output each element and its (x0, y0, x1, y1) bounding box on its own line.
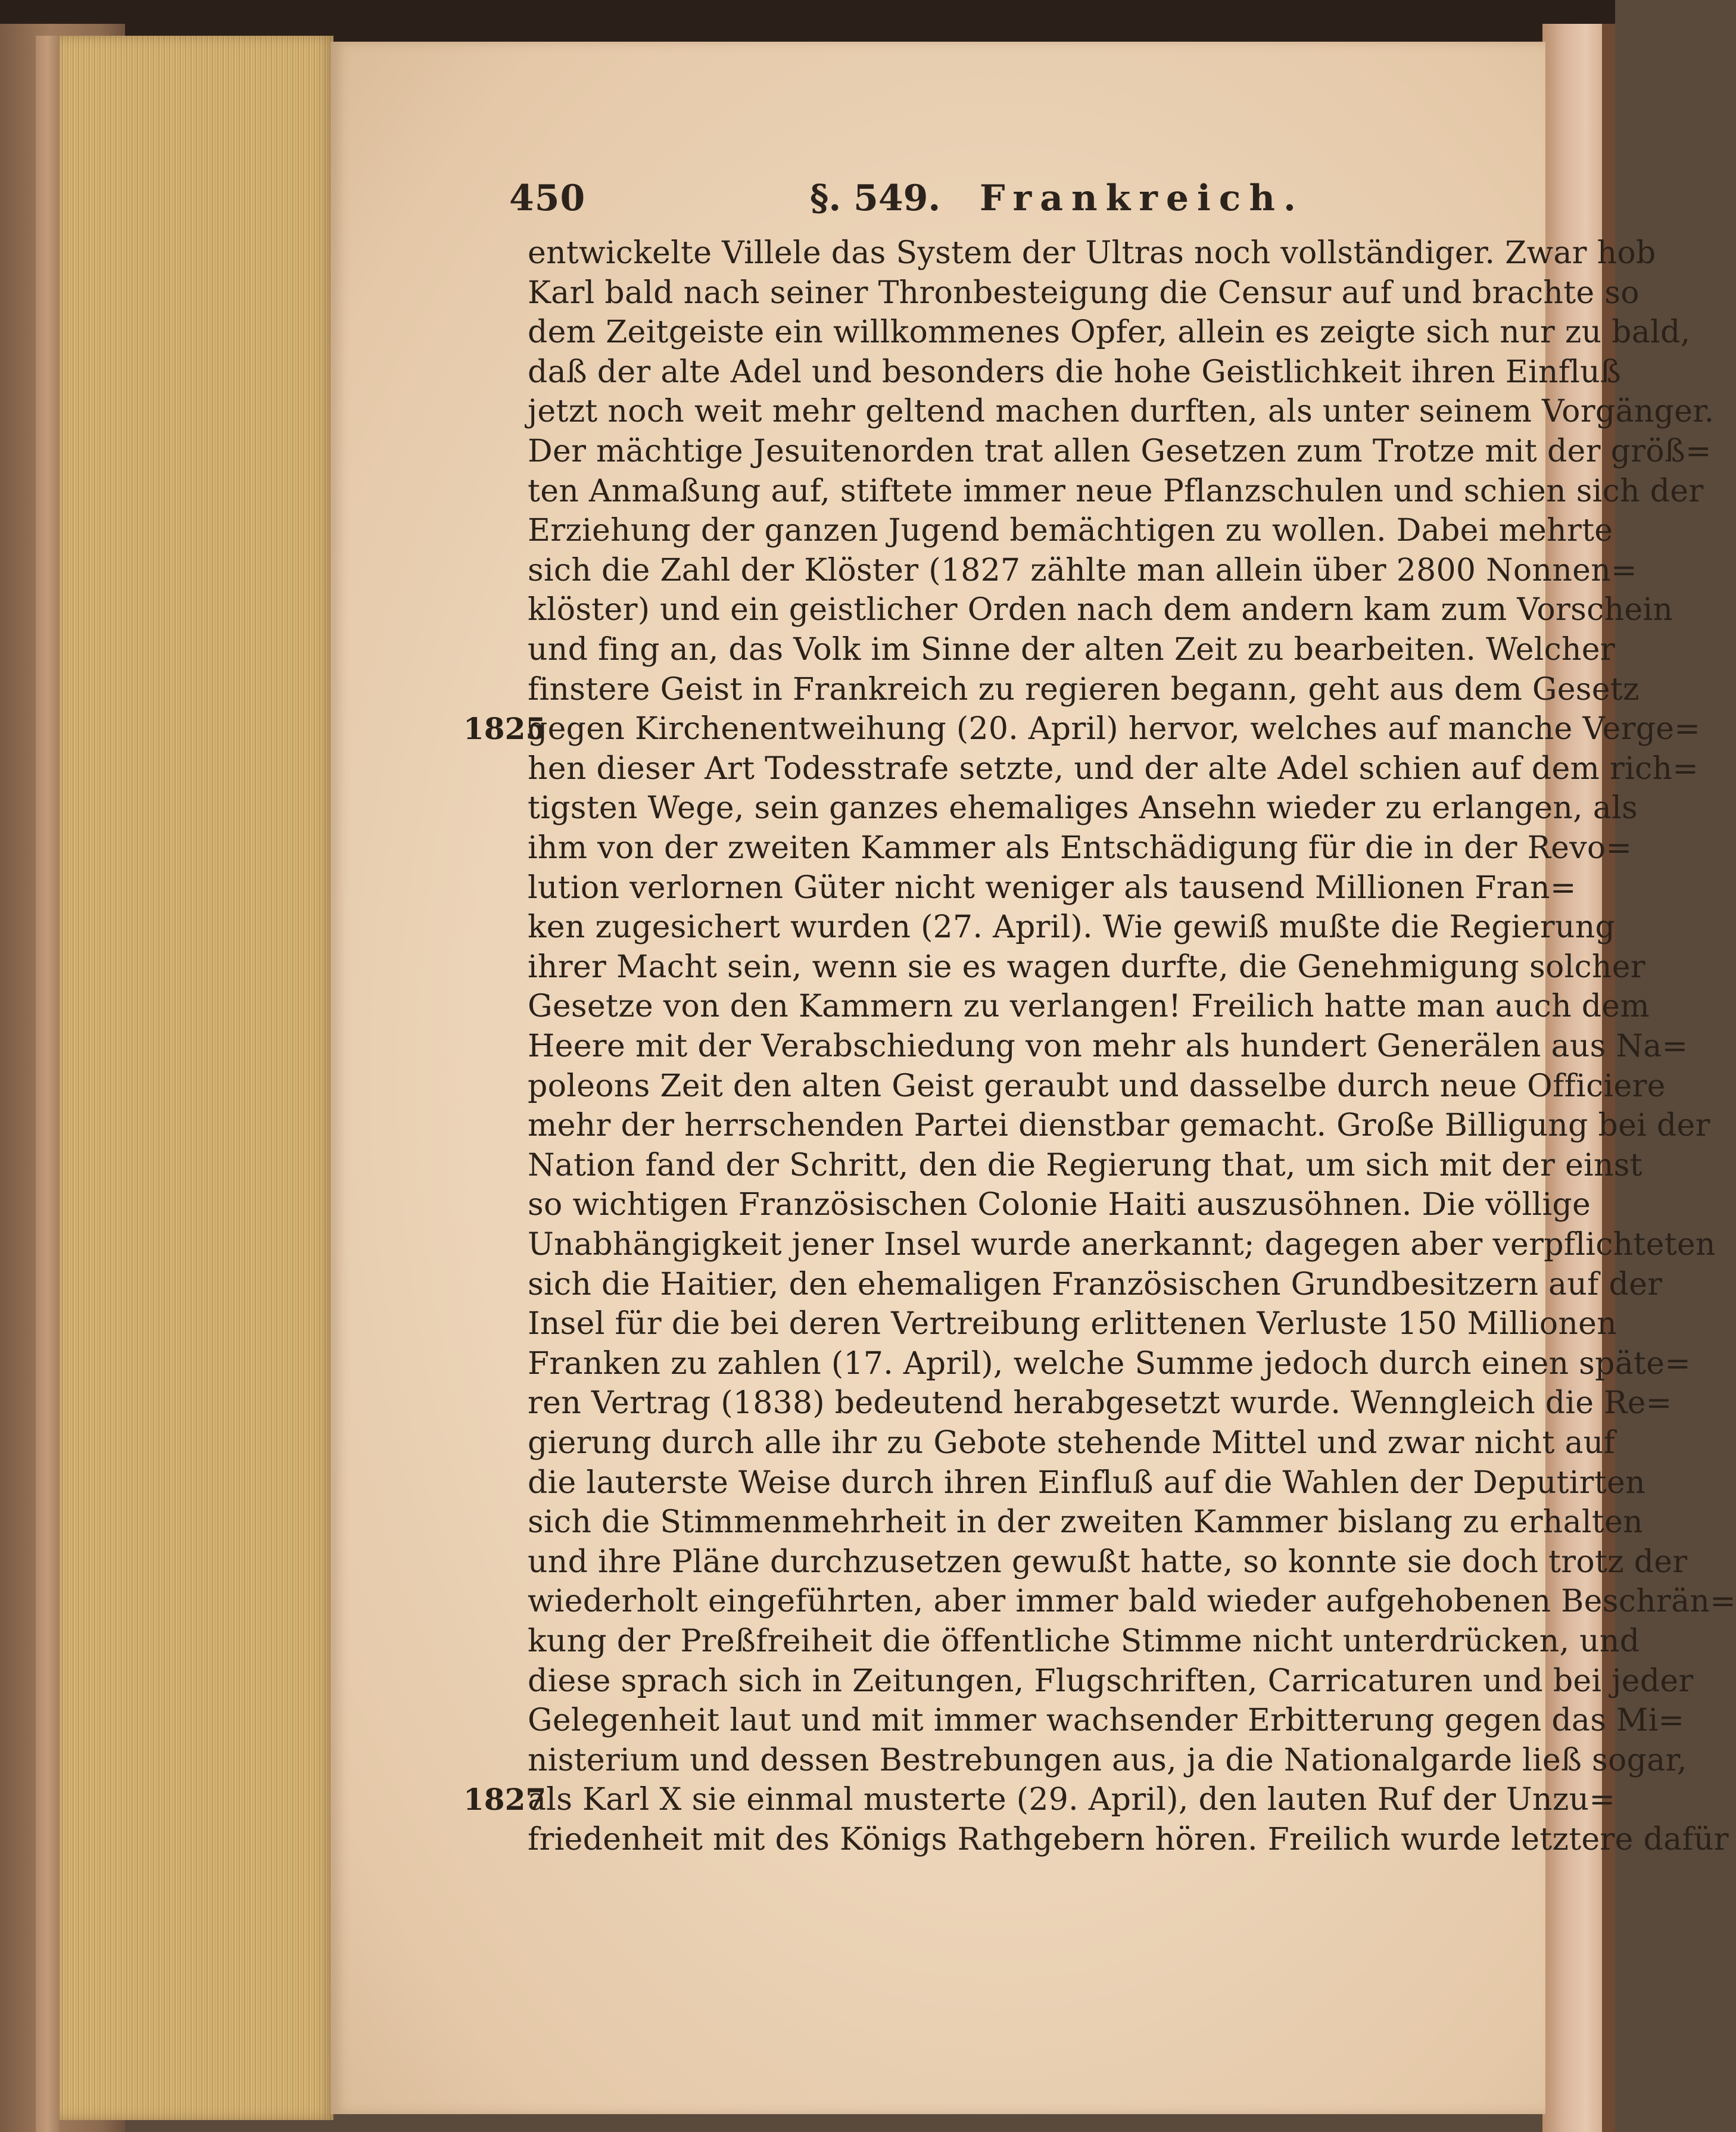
margin-year: 1827 (463, 1782, 547, 1818)
text-line: lution verlornen Güter nicht weniger als tausend Millionen Fran= (528, 869, 1576, 906)
text-line: Der mächtige Jesuitenorden trat allen Gesetzen zum Trotze mit der größ= (528, 434, 1712, 469)
text-line: ten Anmaßung auf, stiftete immer neue Pflanzschulen und schien sich der (528, 473, 1704, 509)
text-line: diese sprach sich in Zeitungen, Flugschriften, Carricaturen und bei jeder (528, 1663, 1694, 1699)
text-line: sich die Zahl der Klöster (1827 zählte man allein über 2800 Nonnen= (528, 552, 1637, 588)
text-line: sich die Stimmenmehrheit in der zweiten Kammer bislang zu erhalten (528, 1504, 1643, 1541)
text-line: Nation fand der Schritt, den die Regierung that, um sich mit der einst (528, 1147, 1643, 1183)
text-line: poleons Zeit den alten Geist geraubt und dasselbe durch neue Officiere (528, 1068, 1666, 1104)
text-line: finstere Geist in Frankreich zu regieren begann, geht aus dem Gesetz (528, 671, 1640, 707)
text-line: sich die Haitier, den ehemaligen Französischen Grundbesitzern auf der (528, 1266, 1663, 1302)
text-line: gegen Kirchenentweihung (20. April) hervor, welches auf manche Verge= (528, 711, 1701, 747)
text-line: ihrer Macht sein, wenn sie es wagen durfte, die Genehmigung solcher (528, 949, 1645, 985)
text-line: Unabhängigkeit jener Insel wurde anerkannt; dagegen aber verpflichteten (528, 1227, 1716, 1263)
text-line: daß der alte Adel und besonders die hohe Geistlichkeit ihren Einfluß (528, 354, 1621, 390)
text-line: ren Vertrag (1838) bedeutend herabgesetzt wurde. Wenngleich die Re= (528, 1385, 1672, 1422)
text-line: mehr der herrschenden Partei dienstbar gemacht. Große Billigung bei der (528, 1108, 1710, 1144)
text-line: gierung durch alle ihr zu Gebote stehende Mittel und zwar nicht auf (528, 1425, 1616, 1461)
margin-year: 1825 (463, 711, 547, 747)
text-line: so wichtigen Französischen Colonie Haiti auszusöhnen. Die völlige (528, 1187, 1591, 1223)
text-line: hen dieser Art Todesstrafe setzte, und der alte Adel schien auf dem rich= (528, 750, 1699, 787)
text-line: und fing an, das Volk im Sinne der alten Zeit zu bearbeiten. Welcher (528, 632, 1616, 668)
page-number: 450 (509, 177, 586, 219)
text-line: Heere mit der Verabschiedung von mehr als hundert Generälen aus Na= (528, 1028, 1688, 1064)
text-line: und ihre Pläne durchzusetzen gewußt hatte, so konnte sie doch trotz der (528, 1544, 1688, 1580)
text-line: entwickelte Villele das System der Ultras noch vollständiger. Zwar hob (528, 235, 1656, 271)
text-line: als Karl X sie einmal musterte (29. April), den lauten Ruf der Unzu= (528, 1782, 1616, 1818)
text-line: friedenheit mit des Königs Rathgebern hören. Freilich wurde letztere dafür (528, 1822, 1729, 1857)
section-title: Frankreich. (980, 177, 1304, 219)
section-number: §. 549. (810, 177, 941, 219)
text-line: Franken zu zahlen (17. April), welche Summe jedoch durch einen späte= (528, 1345, 1691, 1382)
text-line: die lauterste Weise durch ihren Einfluß auf die Wahlen der Deputirten (528, 1464, 1645, 1501)
text-line: nisterium und dessen Bestrebungen aus, ja die Nationalgarde ließ sogar, (528, 1742, 1687, 1778)
text-line: ken zugesichert wurden (27. April). Wie gewiß mußte die Regierung (528, 909, 1616, 946)
text-line: jetzt noch weit mehr geltend machen durften, als unter seinem Vorgänger. (528, 394, 1715, 430)
text-line: Erziehung der ganzen Jugend bemächtigen zu wollen. Dabei mehrte (528, 513, 1613, 549)
text-line: wiederholt eingeführten, aber immer bald wieder aufgehobenen Beschrän= (528, 1584, 1736, 1620)
text-line: klöster) und ein geistlicher Orden nach dem andern kam zum Vorschein (528, 592, 1673, 628)
text-line: kung der Preßfreiheit die öffentliche Stimme nicht unterdrücken, und (528, 1623, 1640, 1659)
text-line: Gesetze von den Kammern zu verlangen! Freilich hatte man auch dem (528, 989, 1650, 1025)
text-line: Insel für die bei deren Vertreibung erlittenen Verluste 150 Millionen (528, 1306, 1617, 1342)
text-line: ihm von der zweiten Kammer als Entschädigung für die in der Revo= (528, 830, 1632, 866)
text-line: tigsten Wege, sein ganzes ehemaliges Ansehn wieder zu erlangen, als (528, 790, 1638, 827)
text-line: Gelegenheit laut und mit immer wachsender Erbitterung gegen das Mi= (528, 1703, 1685, 1739)
text-line: Karl bald nach seiner Thronbesteigung die Censur auf und brachte so (528, 275, 1640, 311)
text-line: dem Zeitgeiste ein willkommenes Opfer, allein es zeigte sich nur zu bald, (528, 314, 1691, 351)
